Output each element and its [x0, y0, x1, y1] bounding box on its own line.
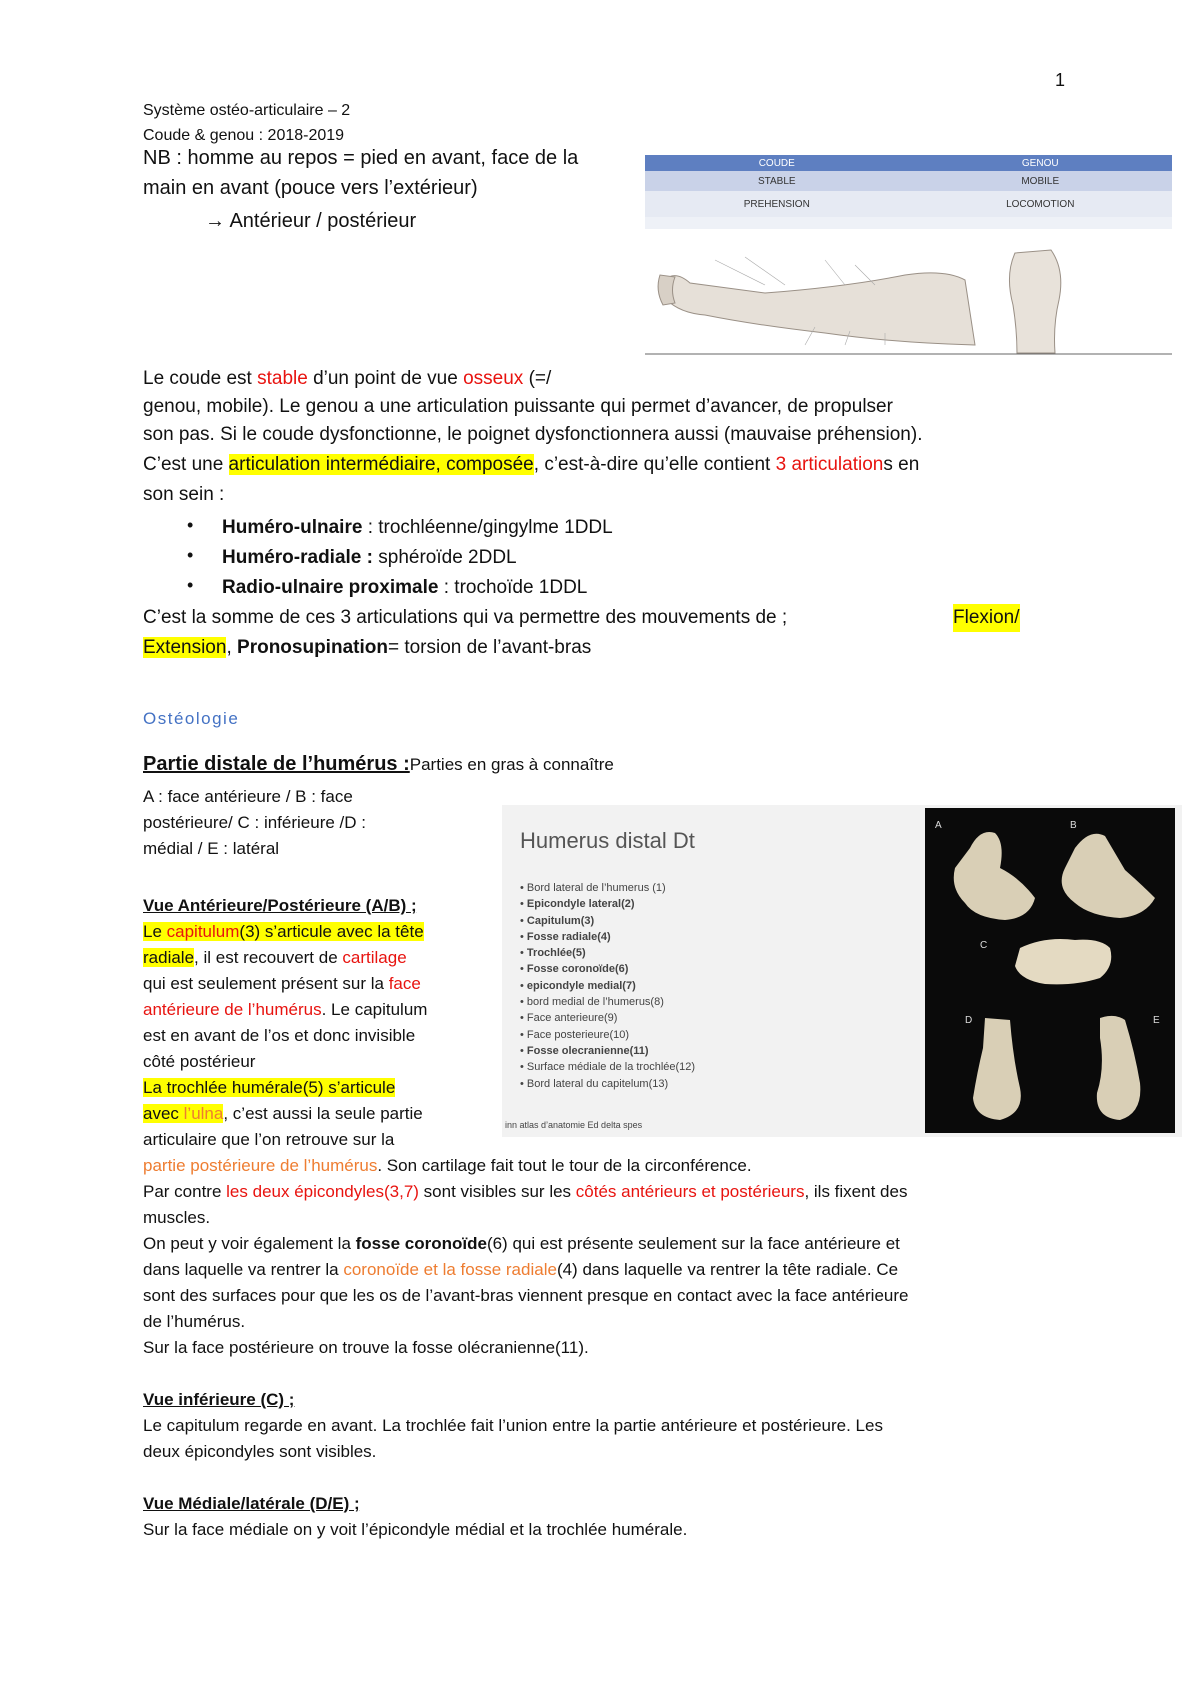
views-line-2: postérieure/ C : inférieure /D :	[143, 813, 366, 832]
vue-ap-heading: Vue Antérieure/Postérieure (A/B) ;	[143, 896, 417, 915]
figure-legend	[520, 880, 695, 1092]
legend-item: • Fosse olecranienne(11)	[520, 1044, 649, 1057]
legend-item: • Capitulum(3)	[520, 914, 595, 927]
table-cell: MOBILE	[1021, 175, 1060, 187]
bullet-icon: •	[520, 963, 527, 976]
label-b: B	[1070, 820, 1077, 831]
text-line: Sur la face médiale on y voit l’épicondyle médial et la trochlée humérale.	[143, 1520, 688, 1539]
intro-line-1: Le coude est stable d’un point de vue osseux (=/	[143, 368, 552, 389]
bullet-icon: •	[520, 914, 527, 927]
legend-item: • Fosse radiale(4)	[520, 930, 611, 943]
text-line: radiale, il est recouvert de cartilage	[143, 948, 407, 967]
intro-line-5: son sein :	[143, 484, 225, 505]
bone-c	[1015, 939, 1111, 984]
figure-credit: inn atlas d’anatomie Ed delta spes	[505, 1120, 643, 1130]
bullet-icon: •	[520, 1012, 527, 1025]
text-line: antérieure de l’humérus. Le capitulum	[143, 1000, 428, 1019]
text-line: deux épicondyles sont visibles.	[143, 1442, 377, 1461]
bullet-icon: •	[520, 1061, 527, 1074]
legend-item: • Epicondyle lateral(2)	[520, 898, 635, 911]
bullet-icon: •	[520, 1077, 527, 1090]
table-row	[645, 191, 1172, 217]
table-row	[645, 217, 1172, 229]
bullet-icon: •	[520, 947, 527, 960]
bone-b	[1062, 834, 1155, 918]
intro-line-2: genou, mobile). Le genou a une articulation puissante qui permet d’avancer, de propulser	[143, 396, 893, 417]
intro-line-6: C’est la somme de ces 3 articulations qui va permettre des mouvements de ;	[143, 607, 788, 628]
text-line: Le capitulum(3) s’articule avec la tête	[143, 922, 424, 941]
legend-item: • bord medial de l’humerus(8)	[520, 996, 664, 1009]
text-line: Sur la face postérieure on trouve la fosse olécranienne(11).	[143, 1338, 589, 1357]
bullet-icon: •	[187, 515, 194, 535]
text-line: articulaire que l’on retrouve sur la	[143, 1130, 395, 1149]
list-item: Huméro-ulnaire : trochléenne/gingylme 1DDL	[222, 517, 613, 538]
flexion-highlight: Flexion/	[953, 604, 1020, 632]
bone-a	[954, 832, 1035, 920]
label-c: C	[980, 940, 988, 951]
legend-item: • Trochlée(5)	[520, 947, 586, 960]
text-line: Par contre les deux épicondyles(3,7) sont visibles sur les côtés antérieurs et postérieurs, ils fixent des	[143, 1182, 908, 1201]
table-cell: LOCOMOTION	[1006, 198, 1075, 210]
label-a: A	[935, 820, 942, 831]
text-line: qui est seulement présent sur la face	[143, 974, 421, 993]
table-cell: STABLE	[757, 175, 796, 187]
table-header-row	[645, 155, 1172, 171]
views-line-1: A : face antérieure / B : face	[143, 787, 353, 806]
label-d: D	[965, 1015, 973, 1026]
bullet-icon: •	[520, 979, 527, 992]
text-line: côté postérieur	[143, 1052, 256, 1071]
vue-med-heading: Vue Médiale/latérale (D/E) ;	[143, 1494, 360, 1513]
legend-item: • Surface médiale de la trochlée(12)	[520, 1061, 696, 1074]
list-item: Radio-ulnaire proximale : trochoïde 1DDL	[222, 577, 588, 598]
label-e: E	[1153, 1015, 1160, 1026]
text-line: muscles.	[143, 1208, 211, 1227]
text-line: La trochlée humérale(5) s’articule	[143, 1078, 396, 1097]
bullet-icon: •	[187, 575, 194, 595]
legend-item: • epicondyle medial(7)	[520, 979, 636, 992]
list-item: Huméro-radiale : sphéroïde 2DDL	[222, 547, 517, 568]
bullet-icon: •	[520, 1044, 527, 1057]
arm-leg-illustration	[645, 245, 1172, 357]
intro-line-7: Extension, Pronosupination= torsion de l’avant-bras	[143, 637, 592, 658]
section-title: Ostéologie	[143, 709, 240, 728]
bullet-icon: •	[187, 545, 194, 565]
legend-item: • Face posterieure(10)	[520, 1028, 630, 1041]
doc-title: Système ostéo-articulaire – 2	[143, 102, 351, 119]
text-line: On peut y voir également la fosse coronoïde(6) qui est présente seulement sur la face antérieure et	[143, 1234, 900, 1253]
text-line: dans laquelle va rentrer la coronoïde et la fosse radiale(4) dans laquelle va rentrer la tête radiale. Ce	[143, 1260, 899, 1279]
comparison-table	[645, 155, 1172, 229]
nb-line-2: main en avant (pouce vers l’extérieur)	[143, 177, 478, 199]
legend-item: • Fosse coronoïde(6)	[520, 963, 629, 976]
bullet-icon: •	[520, 882, 527, 894]
leg-drawing	[1009, 250, 1060, 353]
text-line: de l’humérus.	[143, 1312, 246, 1331]
bone-d	[973, 1018, 1021, 1120]
text-line: partie postérieure de l’humérus. Son cartilage fait tout le tour de la circonférence.	[143, 1156, 752, 1175]
table-cell: PREHENSION	[743, 198, 810, 210]
bullet-icon: •	[520, 1028, 527, 1041]
legend-item: • Bord lateral du capitelum(13)	[520, 1077, 669, 1090]
text-line: est en avant de l’os et donc invisible	[143, 1026, 416, 1045]
vue-inf-heading: Vue inférieure (C) ;	[143, 1390, 295, 1409]
distal-heading: Partie distale de l’humérus :Parties en gras à connaître	[143, 753, 614, 775]
intro-line-4: C’est une articulation intermédiaire, composée, c’est-à-dire qu’elle contient 3 articulations en	[143, 454, 920, 475]
bone-photo-drawing	[925, 808, 1175, 1133]
arrow-icon: →	[205, 210, 225, 232]
figure-title: Humerus distal Dt	[520, 828, 695, 853]
table-header-cell: GENOU	[1021, 157, 1059, 169]
text-line: avec l’ulna, c’est aussi la seule partie	[143, 1104, 423, 1123]
text-line: Le capitulum regarde en avant. La trochlée fait l’union entre la partie antérieure et postérieure. Les	[143, 1416, 883, 1435]
bullet-icon: •	[520, 996, 527, 1009]
nb-line-3: → Antérieur / postérieur	[205, 210, 417, 232]
doc-subtitle: Coude & genou : 2018-2019	[143, 127, 345, 144]
table-row	[645, 171, 1172, 191]
page-number: 1	[1055, 70, 1066, 90]
table-header-cell: COUDE	[758, 157, 795, 169]
intro-line-3: son pas. Si le coude dysfonctionne, le poignet dysfonctionnera aussi (mauvaise préhension).	[143, 424, 923, 445]
bone-e	[1097, 1016, 1140, 1120]
nb-line-1: NB : homme au repos = pied en avant, face de la	[143, 147, 579, 169]
views-line-3: médial / E : latéral	[143, 839, 280, 858]
text-line: sont des surfaces pour que les os de l’avant-bras viennent presque en contact avec la face antérieure	[143, 1286, 909, 1305]
legend-item: • Face anterieure(9)	[520, 1012, 618, 1025]
legend-item: • Bord lateral de l’humerus (1)	[520, 882, 666, 894]
bullet-icon: •	[520, 930, 527, 943]
bullet-icon: •	[520, 898, 527, 911]
